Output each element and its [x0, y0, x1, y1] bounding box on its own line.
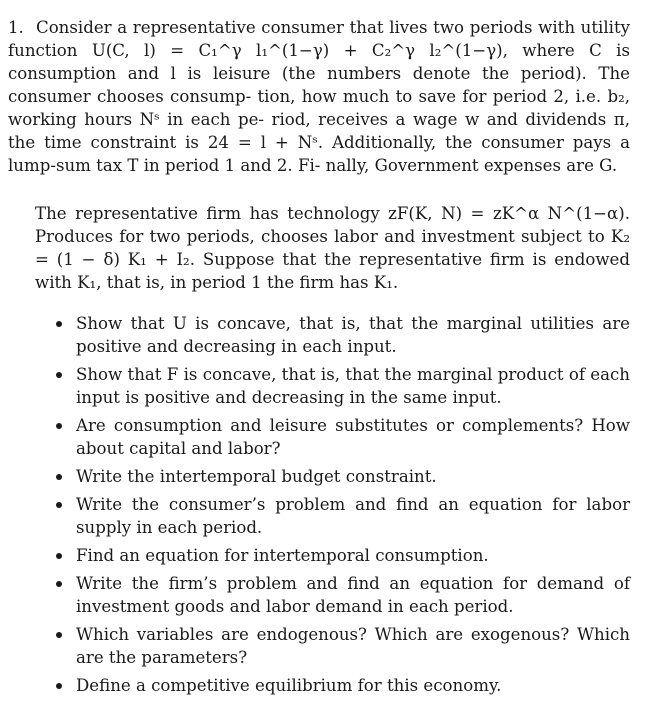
paragraph2-line-2: for two periods, chooses labor and investment subject to K₂ = (1 − δ) K₁ + [35, 227, 630, 269]
bullet-icon [56, 423, 62, 429]
paragraph1-line-3: leisure (the numbers denote the period). The consumer chooses consump- [8, 64, 630, 106]
question-text: Which variables are endogenous? Which are exogenous? Which are the parameters? [76, 625, 630, 667]
question-text: Write the firm’s problem and find an equation for demand of investment goods and labor demand in each period. [76, 574, 630, 616]
problem-number: 1. [8, 18, 24, 37]
paragraph1-line-5: riod, receives a wage w and dividends π, the time constraint is 24 = l + Nˢ. [8, 110, 630, 152]
question-text: Define a competitive equilibrium for this economy. [76, 676, 502, 695]
bullet-icon [56, 683, 62, 689]
paragraph1-line-7: nally, Government expenses are G. [325, 156, 618, 175]
paragraph2-line-4: period 1 the firm has K₁. [191, 273, 399, 292]
question-item [55, 493, 630, 539]
bullet-icon [56, 372, 62, 378]
question-item [55, 414, 630, 460]
bullet-icon [56, 321, 62, 327]
paragraph2-line-3: I₂. Suppose that the representative firm is endowed with K₁, that is, in [35, 250, 630, 292]
question-text: Show that U is concave, that is, that the marginal utilities are positive and decreasing in each input. [76, 314, 630, 356]
problem-paragraph-firm [35, 202, 630, 294]
bullet-icon [56, 502, 62, 508]
paragraph1-line-2: function U(C, l) = C₁^γ l₁^(1−γ) + C₂^γ l₂^(1−γ), where C is consumption and l is [8, 41, 630, 83]
question-item [55, 674, 630, 697]
question-text: Show that F is concave, that is, that the marginal product of each input is positive and decreasing in the same input. [76, 365, 630, 407]
bullet-icon [56, 632, 62, 638]
paragraph1-line-4: tion, how much to save for period 2, i.e. b₂, working hours Nˢ in each pe- [8, 87, 630, 129]
question-item [55, 544, 630, 567]
problem-paragraph-consumer [8, 16, 630, 177]
bullet-icon [56, 474, 62, 480]
bullet-icon [56, 581, 62, 587]
question-text: Write the intertemporal budget constraint. [76, 467, 437, 486]
question-item [55, 623, 630, 669]
question-text: Find an equation for intertemporal consumption. [76, 546, 489, 565]
question-item [55, 572, 630, 618]
paragraph1-line-6: Additionally, the consumer pays a lump-sum tax T in period 1 and 2. Fi- [8, 133, 631, 175]
paragraph1-line-1: Consider a representative consumer that lives two periods with utility [36, 18, 630, 37]
question-text: Are consumption and leisure substitutes or complements? How about capital and labor? [76, 416, 630, 458]
question-item [55, 363, 630, 409]
question-item [55, 465, 630, 488]
question-list [55, 312, 630, 702]
question-text: Write the consumer’s problem and find an equation for labor supply in each period. [76, 495, 630, 537]
bullet-icon [56, 553, 62, 559]
paragraph2-line-1: The representative firm has technology zF(K, N) = zK^α N^(1−α). Produces [35, 204, 630, 246]
question-item [55, 312, 630, 358]
